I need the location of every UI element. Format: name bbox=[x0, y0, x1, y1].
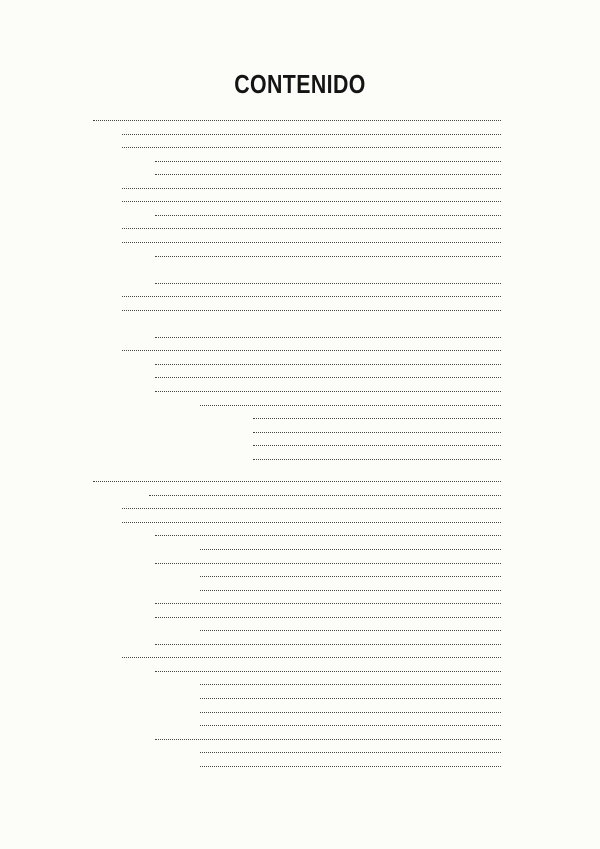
toc-chapter bbox=[57, 472, 543, 770]
toc-entry-row bbox=[57, 355, 543, 369]
toc-entry-row bbox=[57, 219, 543, 233]
dotted-leader bbox=[155, 215, 501, 216]
dotted-leader bbox=[122, 657, 501, 658]
dotted-leader bbox=[200, 725, 501, 726]
dotted-leader bbox=[122, 134, 501, 135]
toc-entry-row bbox=[57, 486, 543, 500]
toc-entry-row bbox=[57, 757, 543, 771]
toc-entry-row bbox=[57, 179, 543, 193]
toc-entry-row bbox=[57, 301, 543, 315]
dotted-leader bbox=[122, 201, 501, 202]
toc-entry-row bbox=[57, 165, 543, 179]
dotted-leader bbox=[93, 120, 501, 121]
toc-entry-row bbox=[57, 689, 543, 703]
toc-entry-row bbox=[57, 368, 543, 382]
toc-entry-row bbox=[57, 730, 543, 744]
toc-entry-row bbox=[57, 436, 543, 450]
dotted-leader bbox=[253, 432, 501, 433]
toc-entry-row bbox=[57, 287, 543, 301]
dotted-leader bbox=[93, 481, 501, 482]
dotted-leader bbox=[155, 337, 501, 338]
toc-entry-row bbox=[57, 138, 543, 152]
dotted-leader bbox=[155, 739, 501, 740]
toc-entry-row bbox=[57, 743, 543, 757]
toc-entry-row bbox=[57, 382, 543, 396]
dotted-leader bbox=[122, 147, 501, 148]
dotted-leader bbox=[155, 563, 501, 564]
dotted-leader bbox=[200, 766, 501, 767]
toc-entry-row bbox=[57, 395, 543, 409]
dotted-leader bbox=[200, 590, 501, 591]
toc-entry-row bbox=[57, 648, 543, 662]
toc-entry-row bbox=[57, 526, 543, 540]
toc-entry-row bbox=[57, 608, 543, 622]
dotted-leader bbox=[200, 752, 501, 753]
dotted-leader bbox=[155, 603, 501, 604]
dotted-leader bbox=[200, 549, 501, 550]
toc-chapter bbox=[57, 111, 543, 463]
dotted-leader bbox=[122, 508, 501, 509]
dotted-leader bbox=[200, 698, 501, 699]
toc-entry-row bbox=[57, 499, 543, 513]
dotted-leader bbox=[253, 459, 501, 460]
page-title: CONTENIDO bbox=[234, 69, 366, 99]
toc-entry-row bbox=[57, 125, 543, 139]
dotted-leader bbox=[155, 256, 501, 257]
toc-entry-row bbox=[57, 341, 543, 355]
toc-entry-row bbox=[57, 513, 543, 527]
toc-entry-row bbox=[57, 567, 543, 581]
toc-entry-row bbox=[57, 409, 543, 423]
dotted-leader bbox=[155, 617, 501, 618]
dotted-leader bbox=[149, 495, 501, 496]
toc-entry-row bbox=[57, 450, 543, 464]
toc-entry-row bbox=[57, 423, 543, 437]
dotted-leader bbox=[122, 522, 501, 523]
dotted-leader bbox=[253, 418, 501, 419]
dotted-leader bbox=[155, 644, 501, 645]
dotted-leader bbox=[122, 188, 501, 189]
dotted-leader bbox=[122, 310, 501, 311]
dotted-leader bbox=[155, 174, 501, 175]
dotted-leader bbox=[122, 350, 501, 351]
toc-entry-row bbox=[57, 192, 543, 206]
toc-entry-row bbox=[57, 152, 543, 166]
toc-entry-row bbox=[57, 246, 543, 260]
dotted-leader bbox=[155, 535, 501, 536]
toc-entry-row bbox=[57, 206, 543, 220]
chapter-heading-row bbox=[57, 111, 543, 125]
dotted-leader bbox=[253, 445, 501, 446]
toc-list bbox=[57, 111, 543, 770]
toc-entry-row bbox=[57, 540, 543, 554]
dotted-leader bbox=[122, 228, 501, 229]
dotted-leader bbox=[200, 576, 501, 577]
toc-entry-row bbox=[57, 314, 543, 328]
toc-entry-row bbox=[57, 675, 543, 689]
dotted-leader bbox=[200, 684, 501, 685]
dotted-leader bbox=[155, 671, 501, 672]
toc-entry-row bbox=[57, 260, 543, 274]
dotted-leader bbox=[155, 391, 501, 392]
toc-entry-row bbox=[57, 703, 543, 717]
toc-entry-row bbox=[57, 554, 543, 568]
toc-entry-row bbox=[57, 233, 543, 247]
toc-entry-row bbox=[57, 581, 543, 595]
dotted-leader bbox=[200, 630, 501, 631]
toc-entry-row bbox=[57, 621, 543, 635]
dotted-leader bbox=[155, 364, 501, 365]
dotted-leader bbox=[122, 242, 501, 243]
toc-entry-row bbox=[57, 594, 543, 608]
dotted-leader bbox=[200, 405, 501, 406]
dotted-leader bbox=[155, 377, 501, 378]
dotted-leader bbox=[122, 296, 501, 297]
dotted-leader bbox=[200, 712, 501, 713]
toc-entry-row bbox=[57, 662, 543, 676]
toc-continuation-row bbox=[57, 328, 543, 342]
toc-entry-row bbox=[57, 635, 543, 649]
dotted-leader bbox=[155, 161, 501, 162]
toc-continuation-row bbox=[57, 274, 543, 288]
toc-entry-row bbox=[57, 716, 543, 730]
dotted-leader bbox=[155, 283, 501, 284]
chapter-heading-row bbox=[57, 472, 543, 486]
